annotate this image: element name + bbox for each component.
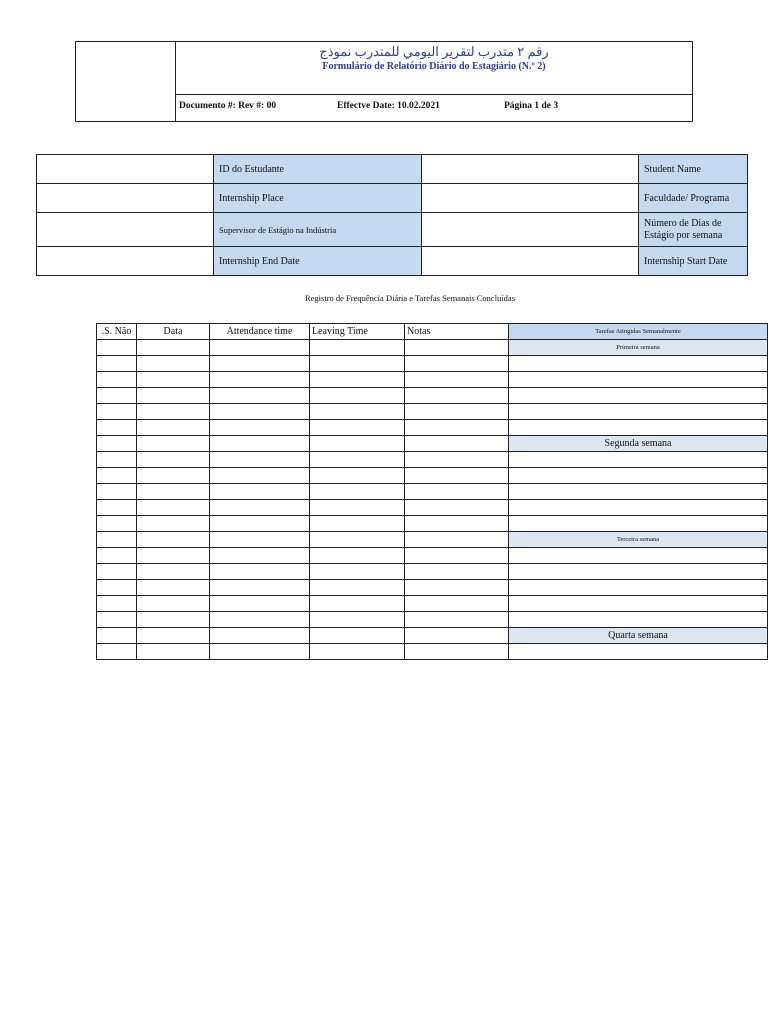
- end-date-value[interactable]: [422, 247, 639, 276]
- attendance-cell[interactable]: [405, 612, 509, 628]
- faculty-label: Faculdade/ Programa: [639, 184, 748, 213]
- attendance-row: [97, 388, 768, 404]
- attendance-cell[interactable]: [310, 580, 405, 596]
- attendance-row: [97, 548, 768, 564]
- attendance-cell[interactable]: [210, 628, 310, 644]
- attendance-cell[interactable]: [310, 436, 405, 452]
- attendance-cell[interactable]: [405, 468, 509, 484]
- title-arabic: رقم ۲ متدرب لتقرير اليومي للمتدرب نموذج: [319, 44, 549, 59]
- attendance-cell[interactable]: [310, 452, 405, 468]
- attendance-cell[interactable]: [210, 388, 310, 404]
- attendance-cell[interactable]: [405, 484, 509, 500]
- page-number: Página 1 de 3: [504, 101, 559, 111]
- attendance-cell[interactable]: [97, 500, 137, 516]
- attendance-cell[interactable]: [97, 452, 137, 468]
- attendance-cell[interactable]: [137, 340, 210, 356]
- attendance-cell[interactable]: [137, 356, 210, 372]
- attendance-cell[interactable]: [137, 580, 210, 596]
- attendance-cell[interactable]: [97, 596, 137, 612]
- attendance-cell[interactable]: [509, 644, 768, 660]
- attendance-cell[interactable]: [210, 436, 310, 452]
- attendance-cell[interactable]: [509, 388, 768, 404]
- attendance-row: [97, 596, 768, 612]
- col-leaving-time: Leaving Time: [310, 324, 405, 340]
- attendance-cell[interactable]: [97, 484, 137, 500]
- attendance-cell[interactable]: [509, 484, 768, 500]
- attendance-cell[interactable]: [310, 548, 405, 564]
- attendance-row: [97, 436, 768, 452]
- attendance-cell[interactable]: [97, 420, 137, 436]
- attendance-cell[interactable]: [509, 516, 768, 532]
- attendance-cell[interactable]: [405, 532, 509, 548]
- col-notes: Notas: [405, 324, 509, 340]
- attendance-cell[interactable]: [210, 564, 310, 580]
- attendance-cell[interactable]: [137, 404, 210, 420]
- attendance-body: [97, 340, 768, 660]
- attendance-cell[interactable]: [509, 452, 768, 468]
- attendance-cell[interactable]: [97, 468, 137, 484]
- attendance-cell[interactable]: [137, 388, 210, 404]
- attendance-cell[interactable]: [97, 340, 137, 356]
- internship-place-value[interactable]: [422, 184, 639, 213]
- student-name-value[interactable]: [37, 155, 214, 184]
- attendance-cell[interactable]: [97, 548, 137, 564]
- attendance-header-row: [97, 324, 768, 340]
- start-date-value[interactable]: [37, 247, 214, 276]
- attendance-cell[interactable]: [310, 356, 405, 372]
- student-id-value[interactable]: [422, 155, 639, 184]
- attendance-cell[interactable]: [405, 452, 509, 468]
- attendance-cell[interactable]: [405, 436, 509, 452]
- attendance-row: [97, 340, 768, 356]
- attendance-cell[interactable]: [310, 484, 405, 500]
- attendance-cell[interactable]: [210, 612, 310, 628]
- supervisor-value[interactable]: [422, 213, 639, 247]
- attendance-row: [97, 372, 768, 388]
- attendance-cell[interactable]: [405, 388, 509, 404]
- week-label: Quarta semana: [509, 628, 768, 644]
- attendance-cell[interactable]: [137, 436, 210, 452]
- attendance-cell[interactable]: [310, 340, 405, 356]
- logo-cell: [76, 42, 176, 121]
- attendance-cell[interactable]: [310, 388, 405, 404]
- attendance-cell[interactable]: [310, 596, 405, 612]
- attendance-cell[interactable]: [310, 628, 405, 644]
- attendance-row: [97, 356, 768, 372]
- attendance-cell[interactable]: [137, 596, 210, 612]
- document-rev: Documento #: Rev #: 00: [179, 101, 277, 111]
- info-row: [37, 155, 748, 184]
- attendance-cell[interactable]: [509, 356, 768, 372]
- attendance-row: [97, 404, 768, 420]
- info-row: [37, 213, 748, 247]
- days-per-week-label: Número de Dias de Estágio por semana: [639, 213, 748, 247]
- attendance-row: [97, 420, 768, 436]
- attendance-cell[interactable]: [210, 532, 310, 548]
- attendance-cell[interactable]: [97, 356, 137, 372]
- attendance-row: [97, 468, 768, 484]
- attendance-cell[interactable]: [210, 500, 310, 516]
- info-row: [37, 184, 748, 213]
- attendance-cell[interactable]: [210, 580, 310, 596]
- attendance-cell[interactable]: [137, 612, 210, 628]
- document-header: [75, 41, 693, 122]
- attendance-cell[interactable]: [97, 388, 137, 404]
- attendance-cell[interactable]: [310, 612, 405, 628]
- attendance-cell[interactable]: [210, 484, 310, 500]
- faculty-value[interactable]: [37, 184, 214, 213]
- attendance-cell[interactable]: [97, 404, 137, 420]
- attendance-cell[interactable]: [310, 516, 405, 532]
- attendance-cell[interactable]: [137, 532, 210, 548]
- attendance-cell[interactable]: [210, 468, 310, 484]
- attendance-cell[interactable]: [137, 516, 210, 532]
- attendance-cell[interactable]: [137, 644, 210, 660]
- attendance-cell[interactable]: [210, 404, 310, 420]
- attendance-cell[interactable]: [97, 532, 137, 548]
- col-attendance-time: Attendance time: [210, 324, 310, 340]
- attendance-row: [97, 644, 768, 660]
- attendance-cell[interactable]: [137, 548, 210, 564]
- header-titles: [176, 42, 692, 95]
- attendance-row: [97, 580, 768, 596]
- attendance-cell[interactable]: [405, 516, 509, 532]
- attendance-cell[interactable]: [509, 596, 768, 612]
- attendance-table: [96, 323, 768, 660]
- attendance-cell[interactable]: [137, 564, 210, 580]
- attendance-cell[interactable]: [210, 356, 310, 372]
- col-date: Data: [137, 324, 210, 340]
- attendance-cell[interactable]: [210, 452, 310, 468]
- attendance-cell[interactable]: [405, 548, 509, 564]
- attendance-cell[interactable]: [310, 644, 405, 660]
- attendance-cell[interactable]: [405, 340, 509, 356]
- attendance-cell[interactable]: [210, 548, 310, 564]
- start-date-label: Internship Start Date: [639, 247, 748, 276]
- attendance-cell[interactable]: [405, 404, 509, 420]
- attendance-row: [97, 564, 768, 580]
- attendance-cell[interactable]: [405, 628, 509, 644]
- attendance-cell[interactable]: [509, 612, 768, 628]
- attendance-cell[interactable]: [210, 420, 310, 436]
- week-label: Terceira semana: [509, 532, 768, 548]
- attendance-cell[interactable]: [310, 420, 405, 436]
- attendance-cell[interactable]: [509, 564, 768, 580]
- attendance-cell[interactable]: [137, 628, 210, 644]
- attendance-cell[interactable]: [310, 500, 405, 516]
- header-meta: [176, 94, 692, 121]
- attendance-cell[interactable]: [509, 468, 768, 484]
- attendance-cell[interactable]: [509, 580, 768, 596]
- attendance-cell[interactable]: [405, 644, 509, 660]
- attendance-cell[interactable]: [210, 340, 310, 356]
- attendance-cell[interactable]: [210, 596, 310, 612]
- col-weekly-tasks: Tarefas Atingidas Semanalmente: [509, 324, 768, 340]
- attendance-cell[interactable]: [405, 580, 509, 596]
- attendance-cell[interactable]: [509, 500, 768, 516]
- attendance-cell[interactable]: [137, 372, 210, 388]
- days-value[interactable]: [37, 213, 214, 247]
- attendance-row: [97, 484, 768, 500]
- attendance-row: [97, 452, 768, 468]
- attendance-cell[interactable]: [509, 420, 768, 436]
- attendance-cell[interactable]: [210, 372, 310, 388]
- attendance-cell[interactable]: [97, 628, 137, 644]
- effective-date: Effectve Date: 10.02.2021: [337, 101, 440, 111]
- attendance-cell[interactable]: [137, 468, 210, 484]
- attendance-cell[interactable]: [310, 404, 405, 420]
- internship-place-label: Internship Place: [214, 184, 422, 213]
- attendance-cell[interactable]: [310, 468, 405, 484]
- attendance-cell[interactable]: [137, 452, 210, 468]
- attendance-cell[interactable]: [405, 564, 509, 580]
- supervisor-label: Supervisor de Estágio na Indústria: [214, 213, 422, 247]
- attendance-cell[interactable]: [310, 532, 405, 548]
- week-label: Segunda semana: [509, 436, 768, 452]
- student-name-label: Student Name: [639, 155, 748, 184]
- attendance-cell[interactable]: [97, 436, 137, 452]
- attendance-cell[interactable]: [97, 564, 137, 580]
- attendance-cell[interactable]: [97, 644, 137, 660]
- attendance-row: [97, 532, 768, 548]
- attendance-row: [97, 516, 768, 532]
- attendance-cell[interactable]: [405, 500, 509, 516]
- attendance-row: [97, 612, 768, 628]
- student-id-label: ID do Estudante: [214, 155, 422, 184]
- end-date-label: Internship End Date: [214, 247, 422, 276]
- attendance-cell[interactable]: [137, 484, 210, 500]
- student-info-table: [36, 154, 748, 276]
- info-row: [37, 247, 748, 276]
- attendance-cell[interactable]: [97, 372, 137, 388]
- attendance-cell[interactable]: [97, 580, 137, 596]
- attendance-cell[interactable]: [405, 356, 509, 372]
- attendance-cell[interactable]: [210, 644, 310, 660]
- attendance-row: [97, 628, 768, 644]
- attendance-cell[interactable]: [137, 420, 210, 436]
- attendance-cell[interactable]: [137, 500, 210, 516]
- week-label: Primeira semana: [509, 340, 768, 356]
- attendance-cell[interactable]: [405, 420, 509, 436]
- col-sno: .S. Não: [97, 324, 137, 340]
- attendance-cell[interactable]: [509, 548, 768, 564]
- attendance-cell[interactable]: [310, 564, 405, 580]
- attendance-cell[interactable]: [509, 372, 768, 388]
- attendance-cell[interactable]: [97, 516, 137, 532]
- section-subtitle: Registro de Frequência Diária e Tarefas Semanais Concluídas: [304, 293, 516, 303]
- attendance-cell[interactable]: [509, 404, 768, 420]
- attendance-cell[interactable]: [405, 372, 509, 388]
- attendance-row: [97, 500, 768, 516]
- title-portuguese: Formulário de Relatório Diário do Estagiário (N.º 2): [322, 61, 546, 72]
- attendance-cell[interactable]: [97, 612, 137, 628]
- attendance-cell[interactable]: [405, 596, 509, 612]
- attendance-cell[interactable]: [210, 516, 310, 532]
- attendance-cell[interactable]: [310, 372, 405, 388]
